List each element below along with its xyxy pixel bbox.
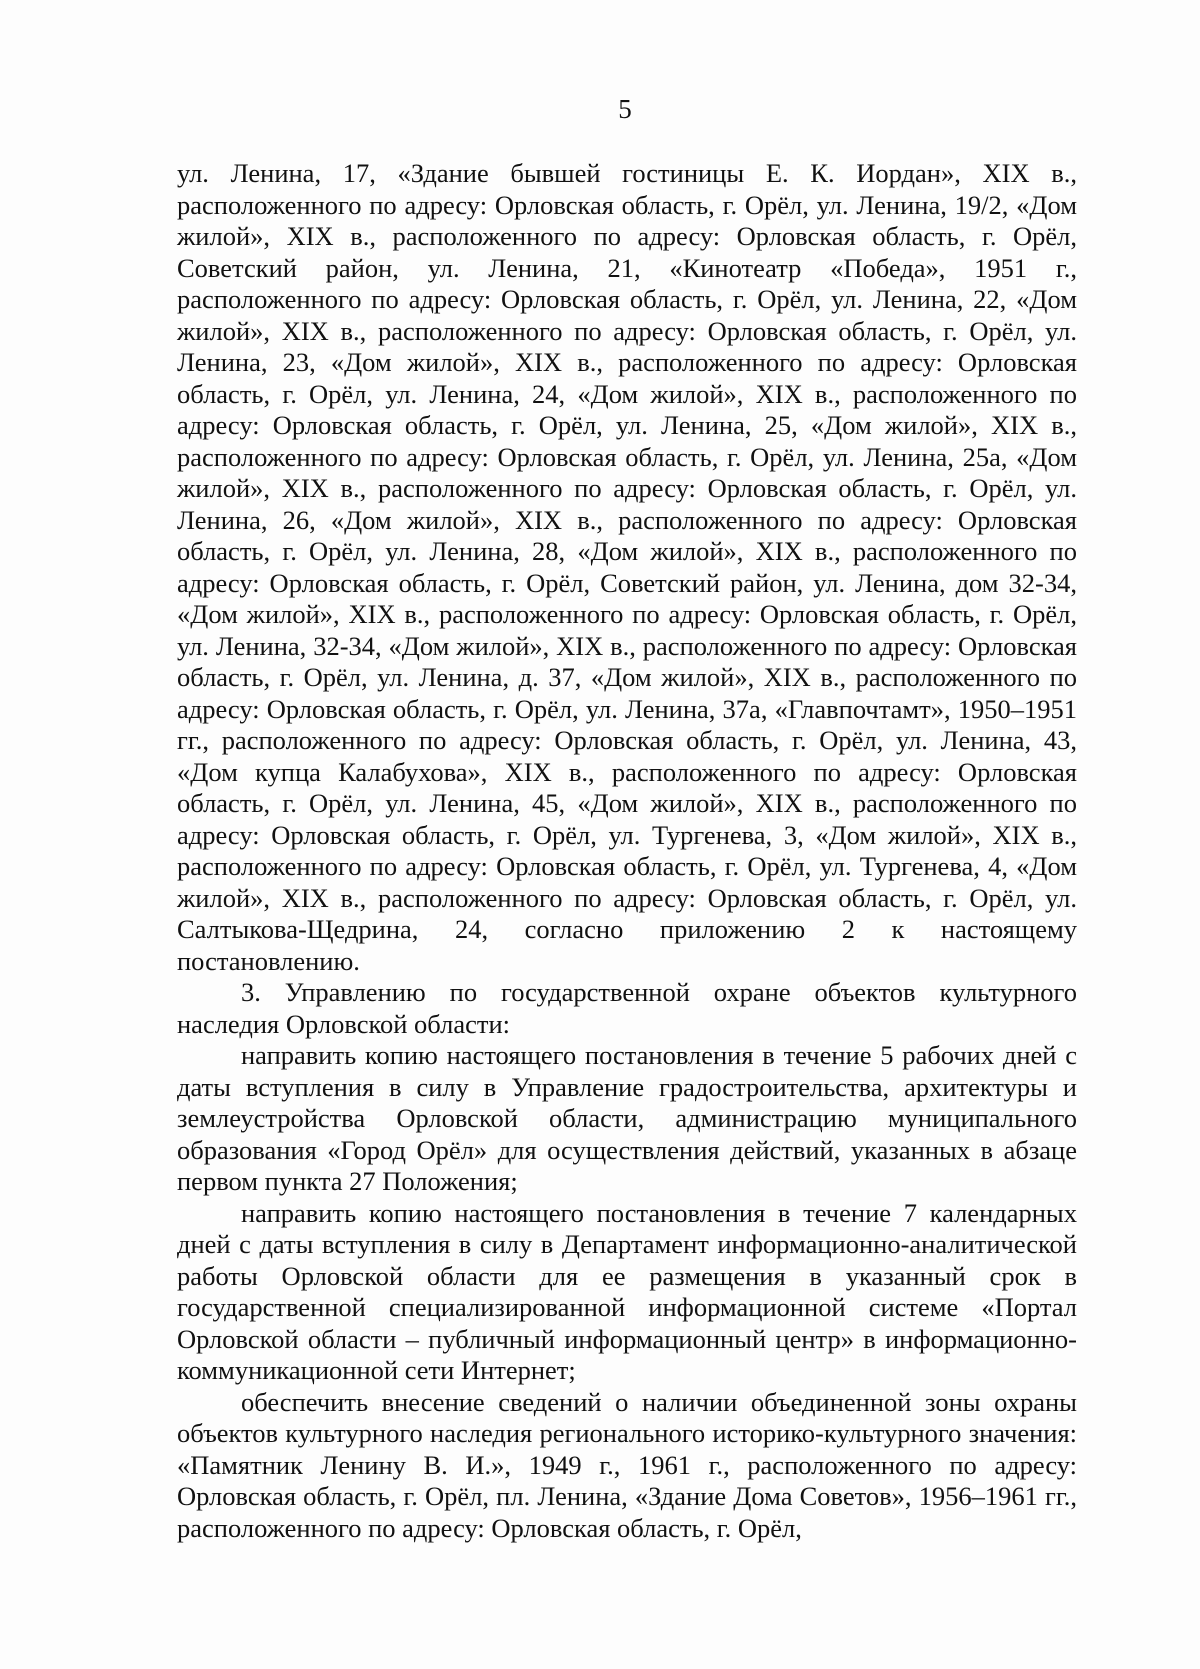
page-number: 5 [618, 94, 632, 124]
paragraph-ensure-records: обеспечить внесение сведений о наличии объединенной зоны охраны объектов культурного наследия регионального историко-культурного значения: «Памятник Ленину В. И.», 1949 г., 1961 г., расположенного по адресу: Орловская область, г. Орёл, пл. Ленина, «Здание Дома Советов», 1956–1961 гг., расположенного по адресу: Орловская область, г. Орёл, [177, 1386, 1077, 1543]
paragraph-item-3: 3. Управлению по государственной охране объектов культурного наследия Орловской области: [177, 977, 1077, 1039]
paragraph-continuation: ул. Ленина, 17, «Здание бывшей гостиницы Е. К. Иордан», XIX в., расположенного по адресу: Орловская область, г. Орёл, ул. Ленина, 19/2, «Дом жилой», XIX в., расположенного по адресу: Орловская область, г. Орёл, Советский район, ул. Ленина, 21, «Кинотеатр «Победа», 1951 г., расположенного по адресу: Орловская область, г. Орёл, ул. Ленина, 22, «Дом жилой», XIX в., расположенного по адресу: Орловская область, г. Орёл, ул. Ленина, 23, «Дом жилой», XIX в., расположенного по адресу: Орловская область, г. Орёл, ул. Ленина, 24, «Дом жилой», XIX в., расположенного по адресу: Орловская область, г. Орёл, ул. Ленина, 25, «Дом жилой», XIX в., расположенного по адресу: Орловская область, г. Орёл, ул. Ленина, 25а, «Дом жилой», XIX в., расположенного по адресу: Орловская область, г. Орёл, ул. Ленина, 26, «Дом жилой», XIX в., расположенного по адресу: Орловская область, г. Орёл, ул. Ленина, 28, «Дом жилой», XIX в., расположенного по адресу: Орловская область, г. Орёл, Советский район, ул. Ленина, дом 32-34, «Дом жилой», XIX в., расположенного по адресу: Орловская область, г. Орёл, ул. Ленина, 32-34, «Дом жилой», XIX в., расположенного по адресу: Орловская область, г. Орёл, ул. Ленина, д. 37, «Дом жилой», XIX в., расположенного по адресу: Орловская область, г. Орёл, ул. Ленина, 37а, «Главпочтамт», 1950–1951 гг., расположенного по адресу: Орловская область, г. Орёл, ул. Ленина, 43, «Дом купца Калабухова», XIX в., расположенного по адресу: Орловская область, г. Орёл, ул. Ленина, 45, «Дом жилой», XIX в., расположенного по адресу: Орловская область, г. Орёл, ул. Тургенева, 3, «Дом жилой», XIX в., расположенного по адресу: Орловская область, г. Орёл, ул. Тургенева, 4, «Дом жилой», XIX в., расположенного по адресу: Орловская область, г. Орёл, ул. Салтыкова-Щедрина, 24, согласно приложению 2 к настоящему постановлению. [177, 158, 1077, 976]
paragraph-send-copy-7-days: направить копию настоящего постановления в течение 7 календарных дней с даты вступления в силу в Департамент информационно-аналитической работы Орловской области для ее размещения в указанный срок в государственной специализированной информационной системе «Портал Орловской области – публичный информационный центр» в информационно-коммуникационной сети Интернет; [177, 1197, 1077, 1385]
document-body [177, 158, 1077, 1544]
paragraph-send-copy-5-days: направить копию настоящего постановления в течение 5 рабочих дней с даты вступления в силу в Управление градостроительства, архитектуры и землеустройства Орловской области, администрацию муниципального образования «Город Орёл» для осуществления действий, указанных в абзаце первом пункта 27 Положения; [177, 1040, 1077, 1196]
